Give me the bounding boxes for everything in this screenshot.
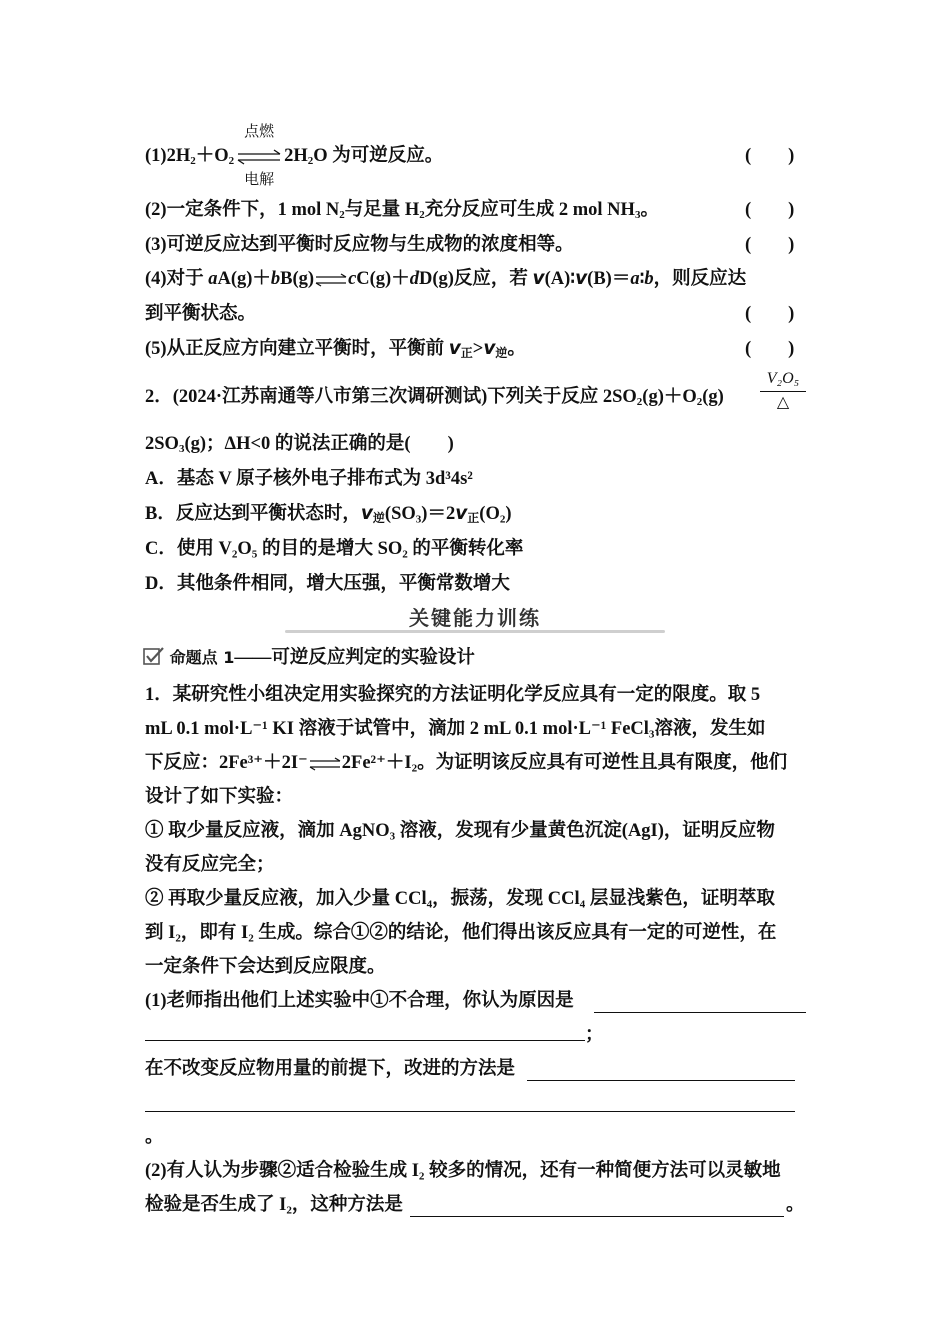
judge-1-text-a: (1)2H: [145, 146, 191, 166]
catalyst-label: V₂O₅: [766, 370, 800, 387]
exp-line-16: 检验是否生成了 I₂，这种方法是: [145, 1195, 403, 1215]
exp-line-2: mL 0.1 mol·L⁻¹ KI 溶液于试管中，滴加 2 mL 0.1 mol·L⁻¹ FeCl₃溶液，发生如: [145, 719, 766, 739]
equilibrium-arrow-icon: [308, 757, 342, 771]
answer-paren-5[interactable]: ( ): [745, 339, 795, 359]
option-c[interactable]: C．使用 V₂O₅ 的目的是增大 SO₂ 的平衡转化率: [145, 539, 524, 559]
exp-line-1: 1．某研究性小组决定用实验探究的方法证明化学反应具有一定的限度。取 5: [145, 685, 761, 705]
judge-item-1: $(1)2H_2+O_2$ 点燃 电解 $2H_2O$ 为可逆反应。: [145, 121, 444, 188]
coef-b: b: [270, 269, 281, 289]
exp-line-8: 到 I₂，即有 I₂ 生成。综合①②的结论，他们得出该反应具有一定的可逆性，在: [145, 923, 777, 943]
exp-line-6: 没有反应完全；: [145, 855, 275, 875]
judge-4-text-g: (B)＝: [587, 269, 631, 289]
exp-line-3: [145, 750, 787, 776]
mc2-text-a: 2．(2024·江苏南通等八市第三次调研测试)下列关于反应 2SO: [145, 387, 637, 407]
answer-paren-1[interactable]: ( ): [745, 146, 795, 166]
section-banner-underline: [285, 630, 665, 633]
answer-blank-1a[interactable]: [594, 994, 806, 1013]
topic-heading: [143, 645, 475, 671]
answer-paren-2[interactable]: ( ): [745, 200, 795, 220]
judge-4-text-a: (4)对于: [145, 269, 209, 289]
judge-4-text-d: C(g)＋: [356, 269, 410, 289]
sub-forward: 正: [460, 346, 473, 360]
judge-item-4-line2: 到平衡状态。: [145, 304, 257, 324]
answer-paren-4[interactable]: ( ): [745, 304, 795, 324]
option-a[interactable]: A．基态 V 原子核外电子排布式为 3d³4s²: [145, 469, 473, 489]
rate-v-symbol: v: [575, 268, 588, 289]
judge-item-3: (3)可逆反应达到平衡时反应物与生成物的浓度相等。: [145, 235, 574, 255]
answer-blank-1b[interactable]: [145, 1022, 585, 1041]
exp-line-5: ① 取少量反应液，滴加 AgNO₃ 溶液，发现有少量黄色沉淀(AgI)，证明反应物: [145, 821, 775, 841]
mc2-text-b: (g)＋O: [642, 387, 697, 407]
mc-question-2-line1: 2．(2024·江苏南通等八市第三次调研测试)下列关于反应 $2SO_2(g)+O_2(g)$: [145, 387, 724, 408]
coef-d: d: [409, 269, 419, 289]
judge-1-text-d: O 为可逆反应。: [313, 146, 444, 166]
topic-title: ——可逆反应判定的实验设计: [234, 648, 475, 668]
mc2-text-e: (g)；ΔH<0 的说法正确的是( ): [184, 434, 454, 454]
mc-question-2-line2: $2SO_3(g)$；ΔH<0 的说法正确的是( ): [145, 434, 454, 455]
optb-text-b: (SO₃)＝2: [384, 504, 456, 524]
option-d[interactable]: D．其他条件相同，增大压强，平衡常数增大: [145, 574, 510, 594]
rate-v-symbol: v: [448, 338, 461, 359]
exp-line-10: [145, 988, 574, 1014]
sub-forward: 正: [467, 511, 480, 525]
rate-v-symbol: v: [360, 503, 373, 524]
greater-than: >: [472, 339, 484, 359]
reversible-arrow-icon: [236, 148, 282, 166]
judge-4-text-e: D(g)反应，若: [418, 269, 533, 289]
sub-reverse: 逆: [372, 511, 385, 525]
rate-v-symbol: v: [532, 268, 545, 289]
reaction-condition-arrow: [236, 121, 282, 188]
judge-5-text-a: (5)从正反应方向建立平衡时，平衡前: [145, 339, 449, 359]
rate-v-symbol: v: [455, 503, 468, 524]
coef-b: b: [644, 269, 654, 289]
judge-4-text-b: A(g)＋: [217, 269, 271, 289]
judge-4-text-c: B(g): [280, 269, 315, 289]
exp-line-9: 一定条件下会达到反应限度。: [145, 957, 386, 977]
coef-a: a: [630, 269, 640, 289]
exp-3-text-a: 下反应：2Fe³⁺＋2I⁻: [145, 753, 308, 773]
exp-line-4: 设计了如下实验：: [145, 787, 294, 807]
rate-v-symbol: v: [483, 338, 496, 359]
exp-line-11-end: ；: [585, 1025, 604, 1045]
optb-text-c: (O₂): [479, 504, 512, 524]
exp-line-14: 。: [145, 1127, 164, 1147]
judge-2-text-b: 与足量 H: [344, 200, 420, 220]
judge-4-text-f: (A)∶: [544, 269, 576, 289]
catalyst-condition: [760, 370, 806, 412]
judge-item-5: [145, 336, 526, 366]
heat-symbol: △: [776, 392, 790, 411]
exp-line-12: 在不改变反应物用量的前提下，改进的方法是: [145, 1059, 516, 1079]
judge-5-text-b: 。: [507, 339, 526, 359]
judge-1-text-b: ＋O: [195, 146, 229, 166]
option-b[interactable]: [145, 501, 512, 531]
judge-2-text-a: (2)一定条件下，1 mol N: [145, 200, 340, 220]
judge-2-text-d: 。: [640, 200, 659, 220]
coef-a: a: [208, 269, 218, 289]
topic-label: 命题点 1: [169, 648, 235, 667]
section-banner-title: 关键能力训练: [409, 606, 541, 630]
condition-top-label: 点燃: [244, 121, 275, 140]
answer-blank-3[interactable]: [410, 1198, 784, 1217]
optb-text-a: B．反应达到平衡状态时，: [145, 504, 361, 524]
answer-blank-2a[interactable]: [527, 1062, 795, 1081]
answer-paren-3[interactable]: ( ): [745, 235, 795, 255]
mc2-text-c: (g): [702, 387, 724, 407]
exp-10-text: (1)老师指出他们上述实验中①不合理，你认为原因是: [145, 991, 574, 1011]
condition-bottom-label: 电解: [244, 169, 275, 188]
judge-1-text-c: 2H: [284, 146, 308, 166]
judge-item-4-line1: (4)对于 aA(g)＋bB(g) cC(g)＋dD(g)反应，若 v(A)∶v(B)＝a∶b，则反应达: [145, 268, 747, 289]
exp-3-text-b: 2Fe²⁺＋I₂。为证明该反应具有可逆性且具有限度，他们: [341, 753, 788, 773]
answer-blank-2b[interactable]: [145, 1093, 795, 1112]
coef-c: c: [348, 269, 357, 289]
judge-2-text-c: 充分反应可生成 2 mol NH: [424, 200, 635, 220]
checkbox-icon: [143, 646, 165, 666]
section-banner: [285, 598, 665, 634]
mc2-text-d: 2SO: [145, 434, 179, 454]
sub-reverse: 逆: [495, 346, 508, 360]
exp-line-16-end: 。: [786, 1195, 805, 1215]
exp-line-15: (2)有人认为步骤②适合检验生成 I₂ 较多的情况，还有一种简便方法可以灵敏地: [145, 1161, 781, 1181]
judge-item-2: (2)一定条件下，1 mol $N_2$与足量 $H_2$充分反应可生成 2 mol $NH_3$。: [145, 200, 659, 221]
equilibrium-arrow-icon: [314, 273, 348, 287]
judge-4-text-h: ，则反应达: [653, 269, 747, 289]
exp-line-7: ② 再取少量反应液，加入少量 CCl₄，振荡，发现 CCl₄ 层显浅紫色，证明萃取: [145, 889, 775, 909]
